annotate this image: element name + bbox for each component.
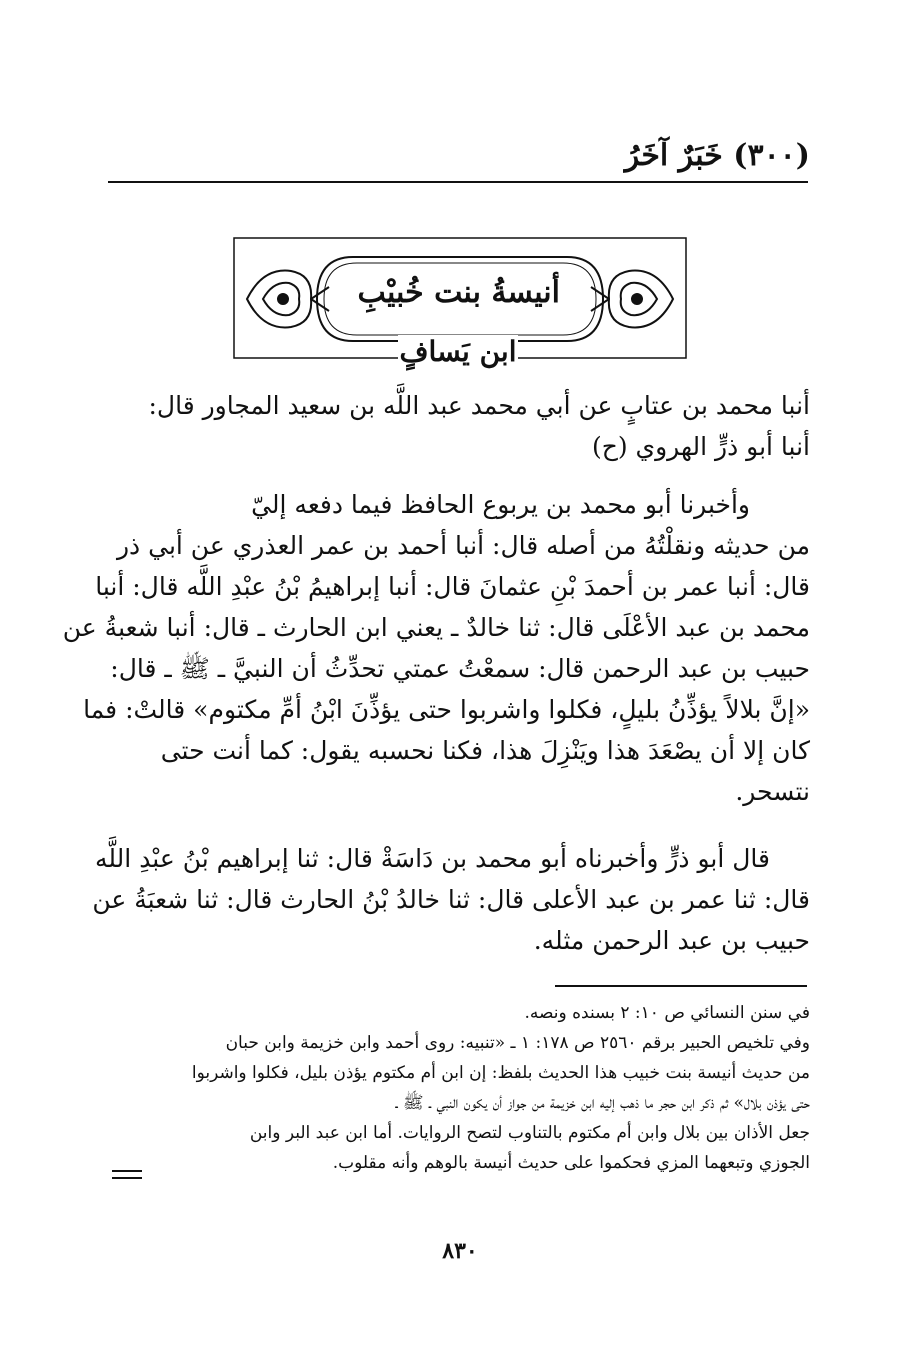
footnote-line: من حديث أنيسة بنت خبيب هذا الحديث بلفظ: إن ابن أم مكتوم يؤذن بليل، فكلوا واشربوا [191,1063,810,1083]
text-line: قال أبو ذرٍّ وأخبرناه أبو محمد بن دَاسَةْ قال: ثنا إبراهيم بْنُ عبْدِ اللَّه [95,844,770,873]
text-line: قال: ثنا عمر بن عبد الأعلى قال: ثنا خالدُ بْنُ الحارث قال: ثنا شعبَةُ عن [92,885,810,914]
footnotes [128,998,810,1178]
footnote-rule [555,985,807,987]
footnote-line: الجوزي وتبعهما المزي فحكموا على حديث أنيسة بالوهم وأنه مقلوب. [332,1153,810,1173]
footnote-line: وفي تلخيص الحبير برقم ٢٥٦٠ ص ١٧٨: ١ ـ «تنبيه: روى أحمد وابن خزيمة وابن حبان [225,1033,810,1053]
text-line: أنبا محمد بن عتابٍ عن أبي محمد عبد اللَّه بن سعيد المجاور قال: [148,391,810,420]
text-line: أنبا أبو ذرٍّ الهروي (ح) [591,432,810,461]
text-line: حبيب بن عبد الرحمن قال: سمعْتُ عمتي تحدِّثُ أن النبيَّ ـ ﷺ ـ قال: [110,654,810,683]
entry-name-continuation: ابن يَسافٍ [399,335,517,368]
text-line: محمد بن عبد الأعْلَى قال: ثنا خالدٌ ـ يعني ابن الحارث ـ قال: أنبا شعبةُ عن [62,613,810,642]
text-line: وأخبرنا أبو محمد بن يربوع الحافظ فيما دفعه إليّ [251,490,750,519]
continuation-mark [112,1170,142,1184]
footnote-line: جعل الأذان بين بلال وابن أم مكتوم بالتناوب لتصح الروايات. أما ابن عبد البر وابن [249,1123,810,1143]
paragraph-isnad-2 [92,838,810,961]
header-rule [108,181,808,183]
text-line: من حديثه ونقلْتُهُ من أصله قال: أنبا أحمد بن عمر العذري عن أبي ذر [116,531,810,560]
running-title: (٣٠٠) خَبَرٌ آخَرُ [624,138,810,173]
page-number: ٨٣٠ [442,1238,478,1264]
text-line: كان إلا أن يصْعَدَ هذا ويَنْزِلَ هذا، فكنا نحسبه يقول: كما أنت حتى [160,736,810,765]
footnote-line: حتى يؤذن بلال» ثم ذكر ابن حجر ما ذهب إليه ابن خزيمة من جواز أن يكون النبي ـ ﷺ ـ [395,1093,810,1113]
text-line: قال: أنبا عمر بن أحمدَ بْنِ عثمانَ قال: أنبا إبراهيمُ بْنُ عبْدِ اللَّه قال: أنبا [95,572,810,601]
footnote-line: في سنن النسائي ص ١٠: ٢ بسنده ونصه. [524,1003,810,1023]
text-line: حبيب بن عبد الرحمن مثله. [533,926,810,955]
paragraph-isnad-1 [128,385,810,467]
text-line: «إنَّ بلالاً يؤذِّنُ بليلٍ، فكلوا واشربوا حتى يؤذِّنَ ابْنُ أمِّ مكتوم» قالتْ: فما [83,695,810,724]
entry-name: أنيسةُ بنت خُبيْبِ [357,275,560,310]
text-line: نتسحر. [735,777,810,806]
paragraph-hadith [62,484,810,812]
